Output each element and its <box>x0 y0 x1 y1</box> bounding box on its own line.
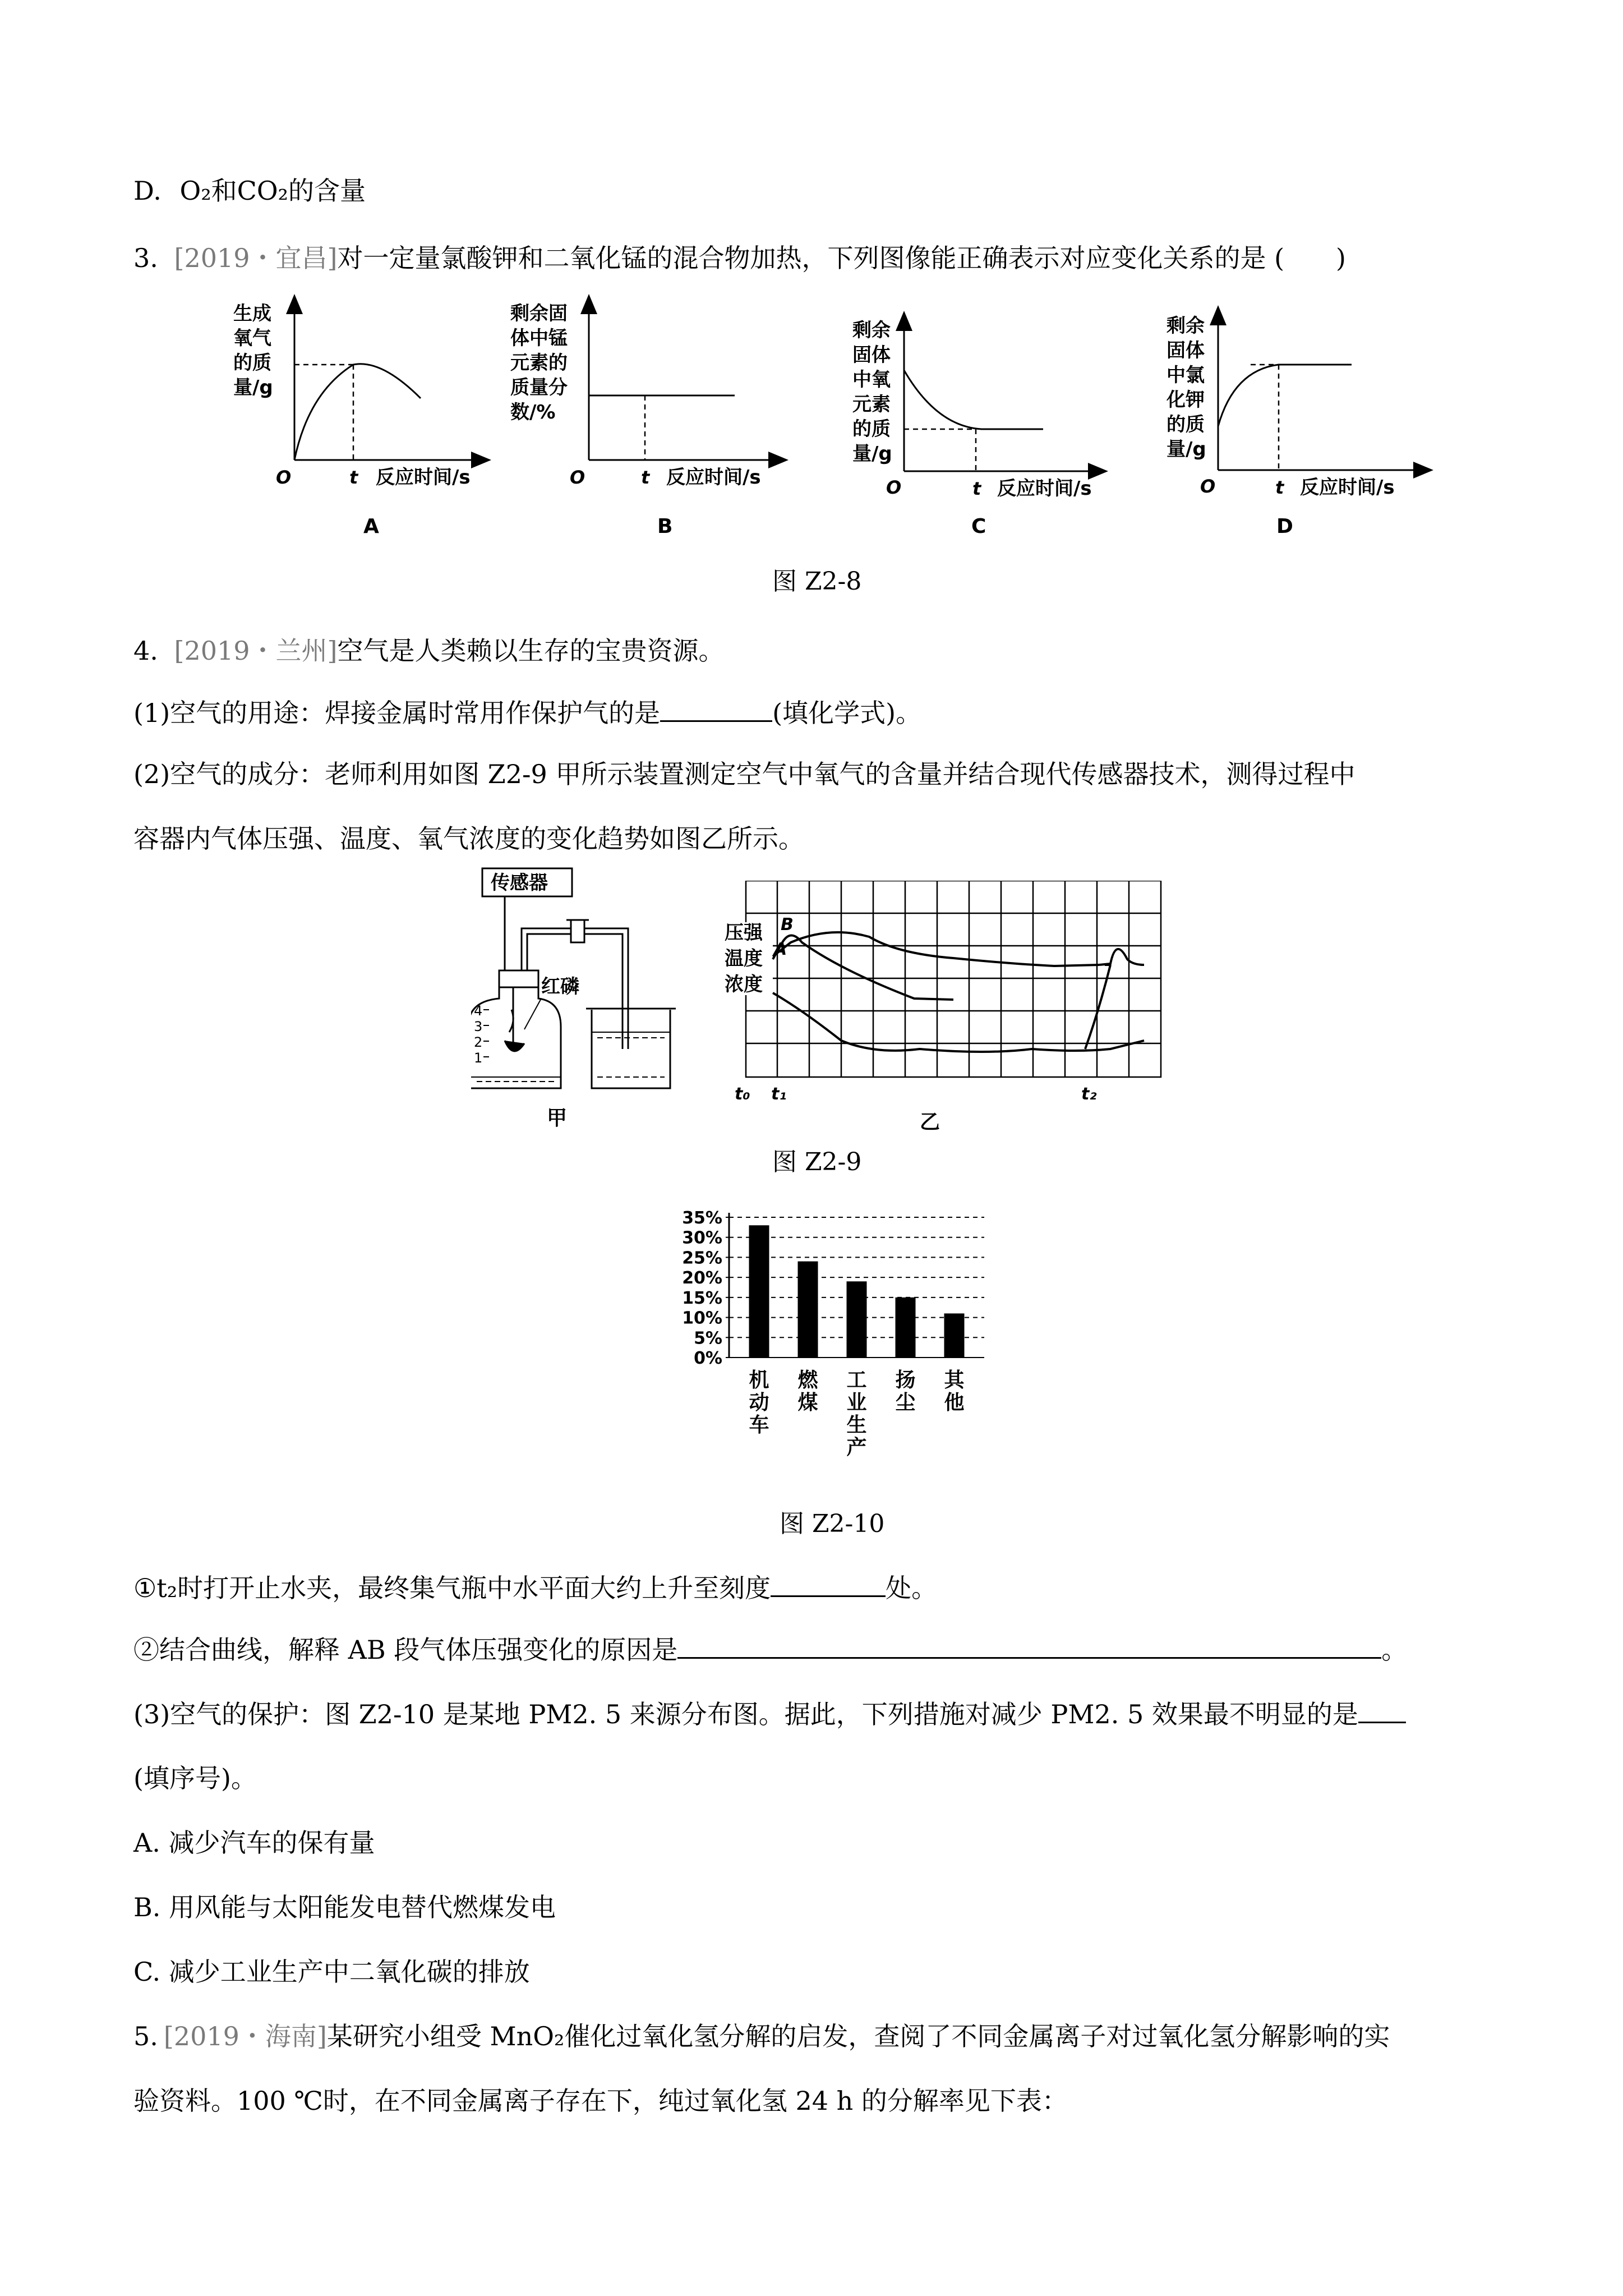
graph-d-origin: O <box>1200 476 1216 497</box>
graph-a-letter: A <box>363 515 379 538</box>
question-number: 3. <box>133 243 158 273</box>
question-text: 对一定量氯酸钾和二氧化锰的混合物加热，下列图像能正确表示对应变化关系的是 <box>337 243 1266 273</box>
q4-stem <box>133 634 724 668</box>
graph-b-ylabel-3: 元素的 <box>510 352 568 374</box>
figure-z2-9-curves <box>718 881 1178 1139</box>
bar-3 <box>847 1281 867 1358</box>
part1-suffix: (填化学式)。 <box>772 698 922 728</box>
graph-d-curve <box>1218 365 1352 426</box>
y-tick-label: 35% <box>682 1208 722 1228</box>
graph-b-ylabel-1: 剩余固 <box>510 302 568 325</box>
graph-a <box>233 297 488 538</box>
graph-a-origin: O <box>276 467 292 488</box>
sub1-text: ①t₂时打开止水夹，最终集气瓶中水平面大约上升至刻度 <box>133 1573 771 1603</box>
stopper <box>499 970 538 987</box>
bar-4 <box>896 1297 916 1358</box>
graph-d-ylabel-4: 化钾 <box>1166 389 1205 411</box>
q4-part3-line1 <box>133 1697 1406 1731</box>
answer-blank[interactable] <box>660 696 772 722</box>
option-b: B. 用风能与太阳能发电替代燃煤发电 <box>133 1892 556 1922</box>
q4-sub1 <box>133 1571 937 1605</box>
graph-d-ylabel-1: 剩余 <box>1166 315 1205 337</box>
time-label-t2: t₂ <box>1081 1084 1097 1104</box>
q4-part1 <box>133 696 921 730</box>
graph-a-t: t <box>349 467 358 488</box>
graph-d-ylabel-2: 固体 <box>1166 339 1205 362</box>
sub2-suffix: 。 <box>1381 1635 1408 1665</box>
curve-label-concentration: 浓度 <box>725 973 763 996</box>
graph-c-ylabel-5: 的质 <box>852 418 891 440</box>
curve-label-pressure: 压强 <box>725 922 763 944</box>
option-a: A. 减少汽车的保有量 <box>133 1828 375 1858</box>
graph-b-letter: B <box>657 515 673 538</box>
pressure-curve <box>773 936 953 1000</box>
y-tick-label: 30% <box>682 1228 722 1248</box>
temperature-curve <box>773 932 1099 966</box>
figure-z2-8 <box>213 292 1447 550</box>
y-tick-label: 20% <box>682 1268 722 1289</box>
graph-c-ylabel-6: 量/g <box>852 443 892 465</box>
option-c: C. 减少工业生产中二氧化碳的排放 <box>133 1957 530 1987</box>
sub2-text: ②结合曲线，解释 AB 段气体压强变化的原因是 <box>133 1635 678 1665</box>
graph-a-ylabel-3: 的质 <box>233 352 271 374</box>
graph-d-xlabel: 反应时间/s <box>1300 476 1395 499</box>
category-label-5: 其 <box>944 1369 965 1392</box>
figure-caption-z2-8: 图 Z2-8 <box>772 567 862 596</box>
y-tick-label: 0% <box>694 1349 722 1368</box>
scale-mark-4: 4 <box>474 1003 483 1019</box>
phosphorus-label: 红磷 <box>541 976 579 998</box>
category-label-3: 生 <box>846 1414 867 1437</box>
graph-b-xlabel: 反应时间/s <box>666 466 761 489</box>
question-source: [2019・宜昌] <box>174 243 338 273</box>
category-label-3: 产 <box>846 1436 867 1459</box>
time-label-t0: t₀ <box>735 1084 750 1104</box>
figure-caption-z2-10: 图 Z2-10 <box>780 1510 885 1538</box>
category-label-4: 扬 <box>895 1369 916 1392</box>
sensor-label: 传感器 <box>491 872 548 894</box>
graph-b-t: t <box>641 467 650 488</box>
answer-blank[interactable] <box>771 1571 886 1597</box>
q4-sub2 <box>133 1632 1407 1667</box>
graph-a-xlabel: 反应时间/s <box>376 466 471 489</box>
graph-b-ylabel-4: 质量分 <box>510 376 568 399</box>
gas-bottle <box>471 987 561 1088</box>
graph-c-letter: C <box>971 515 986 538</box>
scale-mark-2: 2 <box>474 1034 483 1050</box>
graph-d <box>1166 309 1430 538</box>
graph-b <box>510 297 785 538</box>
category-label-2: 煤 <box>797 1391 818 1414</box>
category-label-1: 车 <box>749 1414 769 1437</box>
y-tick-label: 10% <box>682 1308 722 1328</box>
graph-c-ylabel-2: 固体 <box>852 344 891 366</box>
clamp-icon <box>571 920 584 942</box>
graph-b-ylabel-5: 数/% <box>510 401 556 424</box>
q4-part3-line2: (填序号)。 <box>133 1763 257 1793</box>
graph-c-origin: O <box>886 477 902 498</box>
curve-grid <box>746 881 1161 1077</box>
apparatus-caption: 甲 <box>547 1107 568 1130</box>
category-label-3: 工 <box>846 1369 867 1392</box>
point-label-b: B <box>781 915 794 935</box>
point-label-a: A <box>774 940 787 959</box>
figure-z2-10-chart <box>656 1206 993 1487</box>
q4-part2-line1: (2)空气的成分：老师利用如图 Z2-9 甲所示装置测定空气中氧气的含量并结合现代传感器技术，测得过程中 <box>133 759 1355 789</box>
q5-text: 某研究小组受 MnO₂催化过氧化氢分解的启发，查阅了不同金属离子对过氧化氢分解影响的实 <box>326 2021 1390 2051</box>
answer-paren: ( ) <box>1274 243 1347 273</box>
graph-d-ylabel-3: 中氯 <box>1166 364 1205 386</box>
q3-stem <box>133 241 1346 275</box>
bar-1 <box>749 1225 769 1358</box>
beaker <box>592 1010 670 1088</box>
figure-caption-z2-9: 图 Z2-9 <box>772 1148 862 1176</box>
question-source: [2019・海南] <box>163 2021 327 2051</box>
graph-a-ylabel-1: 生成 <box>233 302 271 325</box>
graph-c-ylabel-4: 元素 <box>852 393 891 416</box>
part1-text: (1)空气的用途：焊接金属时常用作保护气的是 <box>133 698 661 728</box>
graph-a-curve <box>294 364 421 460</box>
graph-a-ylabel-4: 量/g <box>233 376 273 399</box>
graph-a-ylabel-2: 氧气 <box>233 327 271 349</box>
bar-2 <box>798 1262 818 1358</box>
graph-c-ylabel-3: 中氧 <box>852 369 891 391</box>
option-label: D. <box>133 176 162 206</box>
q4-part2-line2: 容器内气体压强、温度、氧气浓度的变化趋势如图乙所示。 <box>133 823 804 854</box>
q2-option-d <box>133 174 366 208</box>
curve-label-temperature: 温度 <box>725 947 763 970</box>
y-tick-label: 5% <box>694 1328 722 1349</box>
graph-d-ylabel-5: 的质 <box>1166 413 1205 436</box>
scale-mark-1: 1 <box>474 1050 483 1066</box>
answer-blank[interactable] <box>677 1632 1381 1659</box>
question-number: 4. <box>133 636 158 666</box>
graph-c-curve <box>904 370 1043 429</box>
bar-5 <box>944 1313 965 1358</box>
q5-line1 <box>133 2019 1390 2053</box>
graph-c-t: t <box>972 478 981 499</box>
graph-c-ylabel-1: 剩余 <box>852 319 891 342</box>
graph-b-ylabel-2: 体中锰 <box>510 327 568 349</box>
category-label-5: 他 <box>944 1391 965 1414</box>
category-label-2: 燃 <box>797 1369 818 1392</box>
category-labels <box>749 1369 965 1459</box>
graph-d-ylabel-6: 量/g <box>1166 438 1206 461</box>
question-source: [2019・兰州] <box>174 636 338 666</box>
graph-d-letter: D <box>1276 515 1293 538</box>
answer-blank[interactable] <box>1358 1697 1406 1723</box>
q5-line2: 验资料。100 ℃时，在不同金属离子存在下，纯过氧化氢 24 h 的分解率见下表： <box>133 2086 1068 2116</box>
sub1-suffix: 处。 <box>886 1573 938 1603</box>
category-label-1: 动 <box>749 1391 769 1414</box>
scale-mark-3: 3 <box>474 1019 483 1034</box>
curves-caption: 乙 <box>920 1111 940 1134</box>
figure-z2-9-apparatus <box>471 864 695 1133</box>
time-label-t1: t₁ <box>771 1084 787 1104</box>
graph-c-xlabel: 反应时间/s <box>997 477 1092 500</box>
y-axis <box>682 1208 729 1368</box>
graph-d-t: t <box>1275 477 1284 498</box>
combustion-spoon-icon <box>505 1041 524 1051</box>
question-number: 5. <box>133 2021 158 2051</box>
option-text: O₂和CO₂的含量 <box>179 176 366 206</box>
category-label-3: 业 <box>846 1391 867 1414</box>
part3-text: (3)空气的保护：图 Z2-10 是某地 PM2. 5 来源分布图。据此，下列措施对减少 PM2. 5 效果最不明显的是 <box>133 1699 1358 1729</box>
category-label-4: 尘 <box>895 1391 916 1414</box>
question-text: 空气是人类赖以生存的宝贵资源。 <box>337 636 725 666</box>
graph-b-origin: O <box>570 467 585 488</box>
y-tick-label: 25% <box>682 1248 722 1268</box>
y-tick-label: 15% <box>682 1288 722 1308</box>
category-label-1: 机 <box>749 1369 769 1392</box>
graph-c <box>852 314 1105 538</box>
